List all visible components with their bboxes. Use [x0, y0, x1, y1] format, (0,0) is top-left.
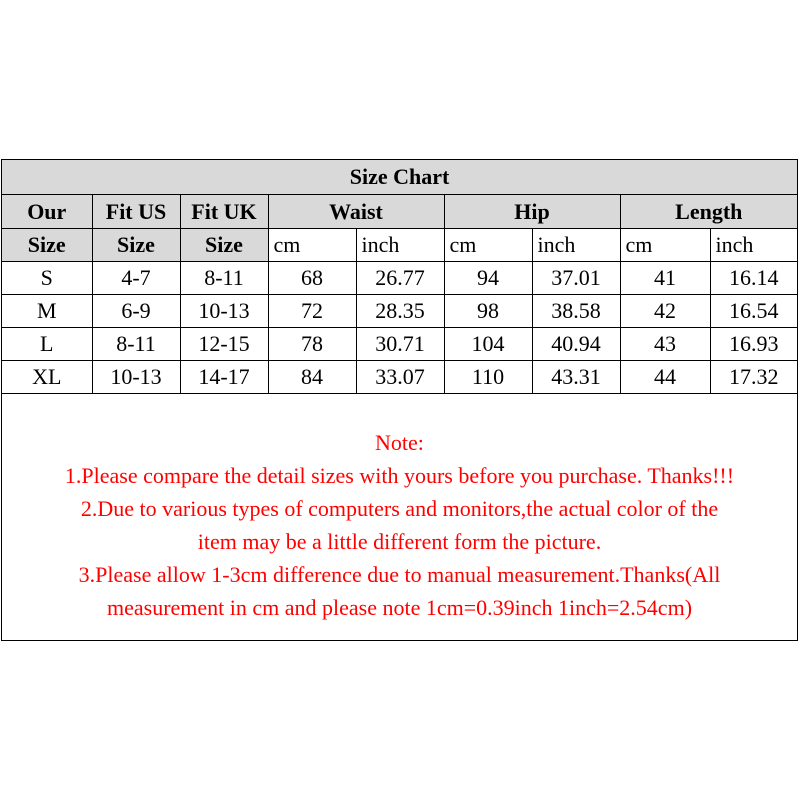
cell-length-inch: 17.32	[710, 361, 797, 394]
cell-length-cm: 41	[620, 262, 710, 295]
cell-hip-cm: 104	[444, 328, 532, 361]
table-title: Size Chart	[2, 160, 797, 195]
header-fit-uk: Fit UK	[180, 195, 268, 229]
cell-hip-inch: 40.94	[532, 328, 620, 361]
cell-length-inch: 16.54	[710, 295, 797, 328]
cell-hip-cm: 98	[444, 295, 532, 328]
cell-waist-inch: 26.77	[356, 262, 444, 295]
unit-length-inch: inch	[710, 229, 797, 262]
table-row	[2, 262, 797, 295]
unit-waist-cm: cm	[268, 229, 356, 262]
cell-fit-uk: 14-17	[180, 361, 268, 394]
note-line-1: 1.Please compare the detail sizes with yours before you purchase. Thanks!!!	[64, 463, 735, 488]
cell-hip-inch: 37.01	[532, 262, 620, 295]
cell-size: M	[2, 295, 92, 328]
cell-length-inch: 16.93	[710, 328, 797, 361]
cell-fit-uk: 10-13	[180, 295, 268, 328]
header-our-size: Our	[2, 195, 92, 229]
header-fit-uk-line2: Size	[180, 229, 268, 262]
cell-fit-us: 6-9	[92, 295, 180, 328]
size-chart	[1, 159, 798, 641]
notes-section	[2, 426, 797, 624]
cell-fit-us: 4-7	[92, 262, 180, 295]
cell-size: XL	[2, 361, 92, 394]
header-hip: Hip	[444, 195, 620, 229]
unit-length-cm: cm	[620, 229, 710, 262]
note-line-3b: measurement in cm and please note 1cm=0.39inch 1inch=2.54cm)	[106, 595, 693, 620]
cell-waist-cm: 68	[268, 262, 356, 295]
cell-length-cm: 42	[620, 295, 710, 328]
note-line-2b: item may be a little different form the picture.	[197, 529, 602, 554]
cell-waist-cm: 72	[268, 295, 356, 328]
unit-waist-inch: inch	[356, 229, 444, 262]
header-fit-us: Fit US	[92, 195, 180, 229]
header-our-size-line2: Size	[2, 229, 92, 262]
cell-waist-cm: 84	[268, 361, 356, 394]
cell-waist-inch: 30.71	[356, 328, 444, 361]
cell-hip-inch: 43.31	[532, 361, 620, 394]
table-row	[2, 328, 797, 361]
cell-size: S	[2, 262, 92, 295]
cell-fit-us: 8-11	[92, 328, 180, 361]
cell-fit-uk: 8-11	[180, 262, 268, 295]
cell-fit-uk: 12-15	[180, 328, 268, 361]
unit-hip-cm: cm	[444, 229, 532, 262]
header-waist: Waist	[268, 195, 444, 229]
cell-length-cm: 43	[620, 328, 710, 361]
cell-size: L	[2, 328, 92, 361]
cell-length-inch: 16.14	[710, 262, 797, 295]
header-length: Length	[620, 195, 797, 229]
note-line-3a: 3.Please allow 1-3cm difference due to manual measurement.Thanks(All	[78, 562, 721, 587]
cell-fit-us: 10-13	[92, 361, 180, 394]
note-heading: Note:	[375, 430, 424, 455]
note-line-2a: 2.Due to various types of computers and monitors,the actual color of the	[80, 496, 719, 521]
cell-hip-cm: 110	[444, 361, 532, 394]
cell-hip-inch: 38.58	[532, 295, 620, 328]
size-table	[2, 160, 797, 394]
cell-waist-inch: 28.35	[356, 295, 444, 328]
cell-hip-cm: 94	[444, 262, 532, 295]
cell-waist-inch: 33.07	[356, 361, 444, 394]
cell-waist-cm: 78	[268, 328, 356, 361]
table-row	[2, 295, 797, 328]
unit-hip-inch: inch	[532, 229, 620, 262]
cell-length-cm: 44	[620, 361, 710, 394]
header-fit-us-line2: Size	[92, 229, 180, 262]
table-row	[2, 361, 797, 394]
